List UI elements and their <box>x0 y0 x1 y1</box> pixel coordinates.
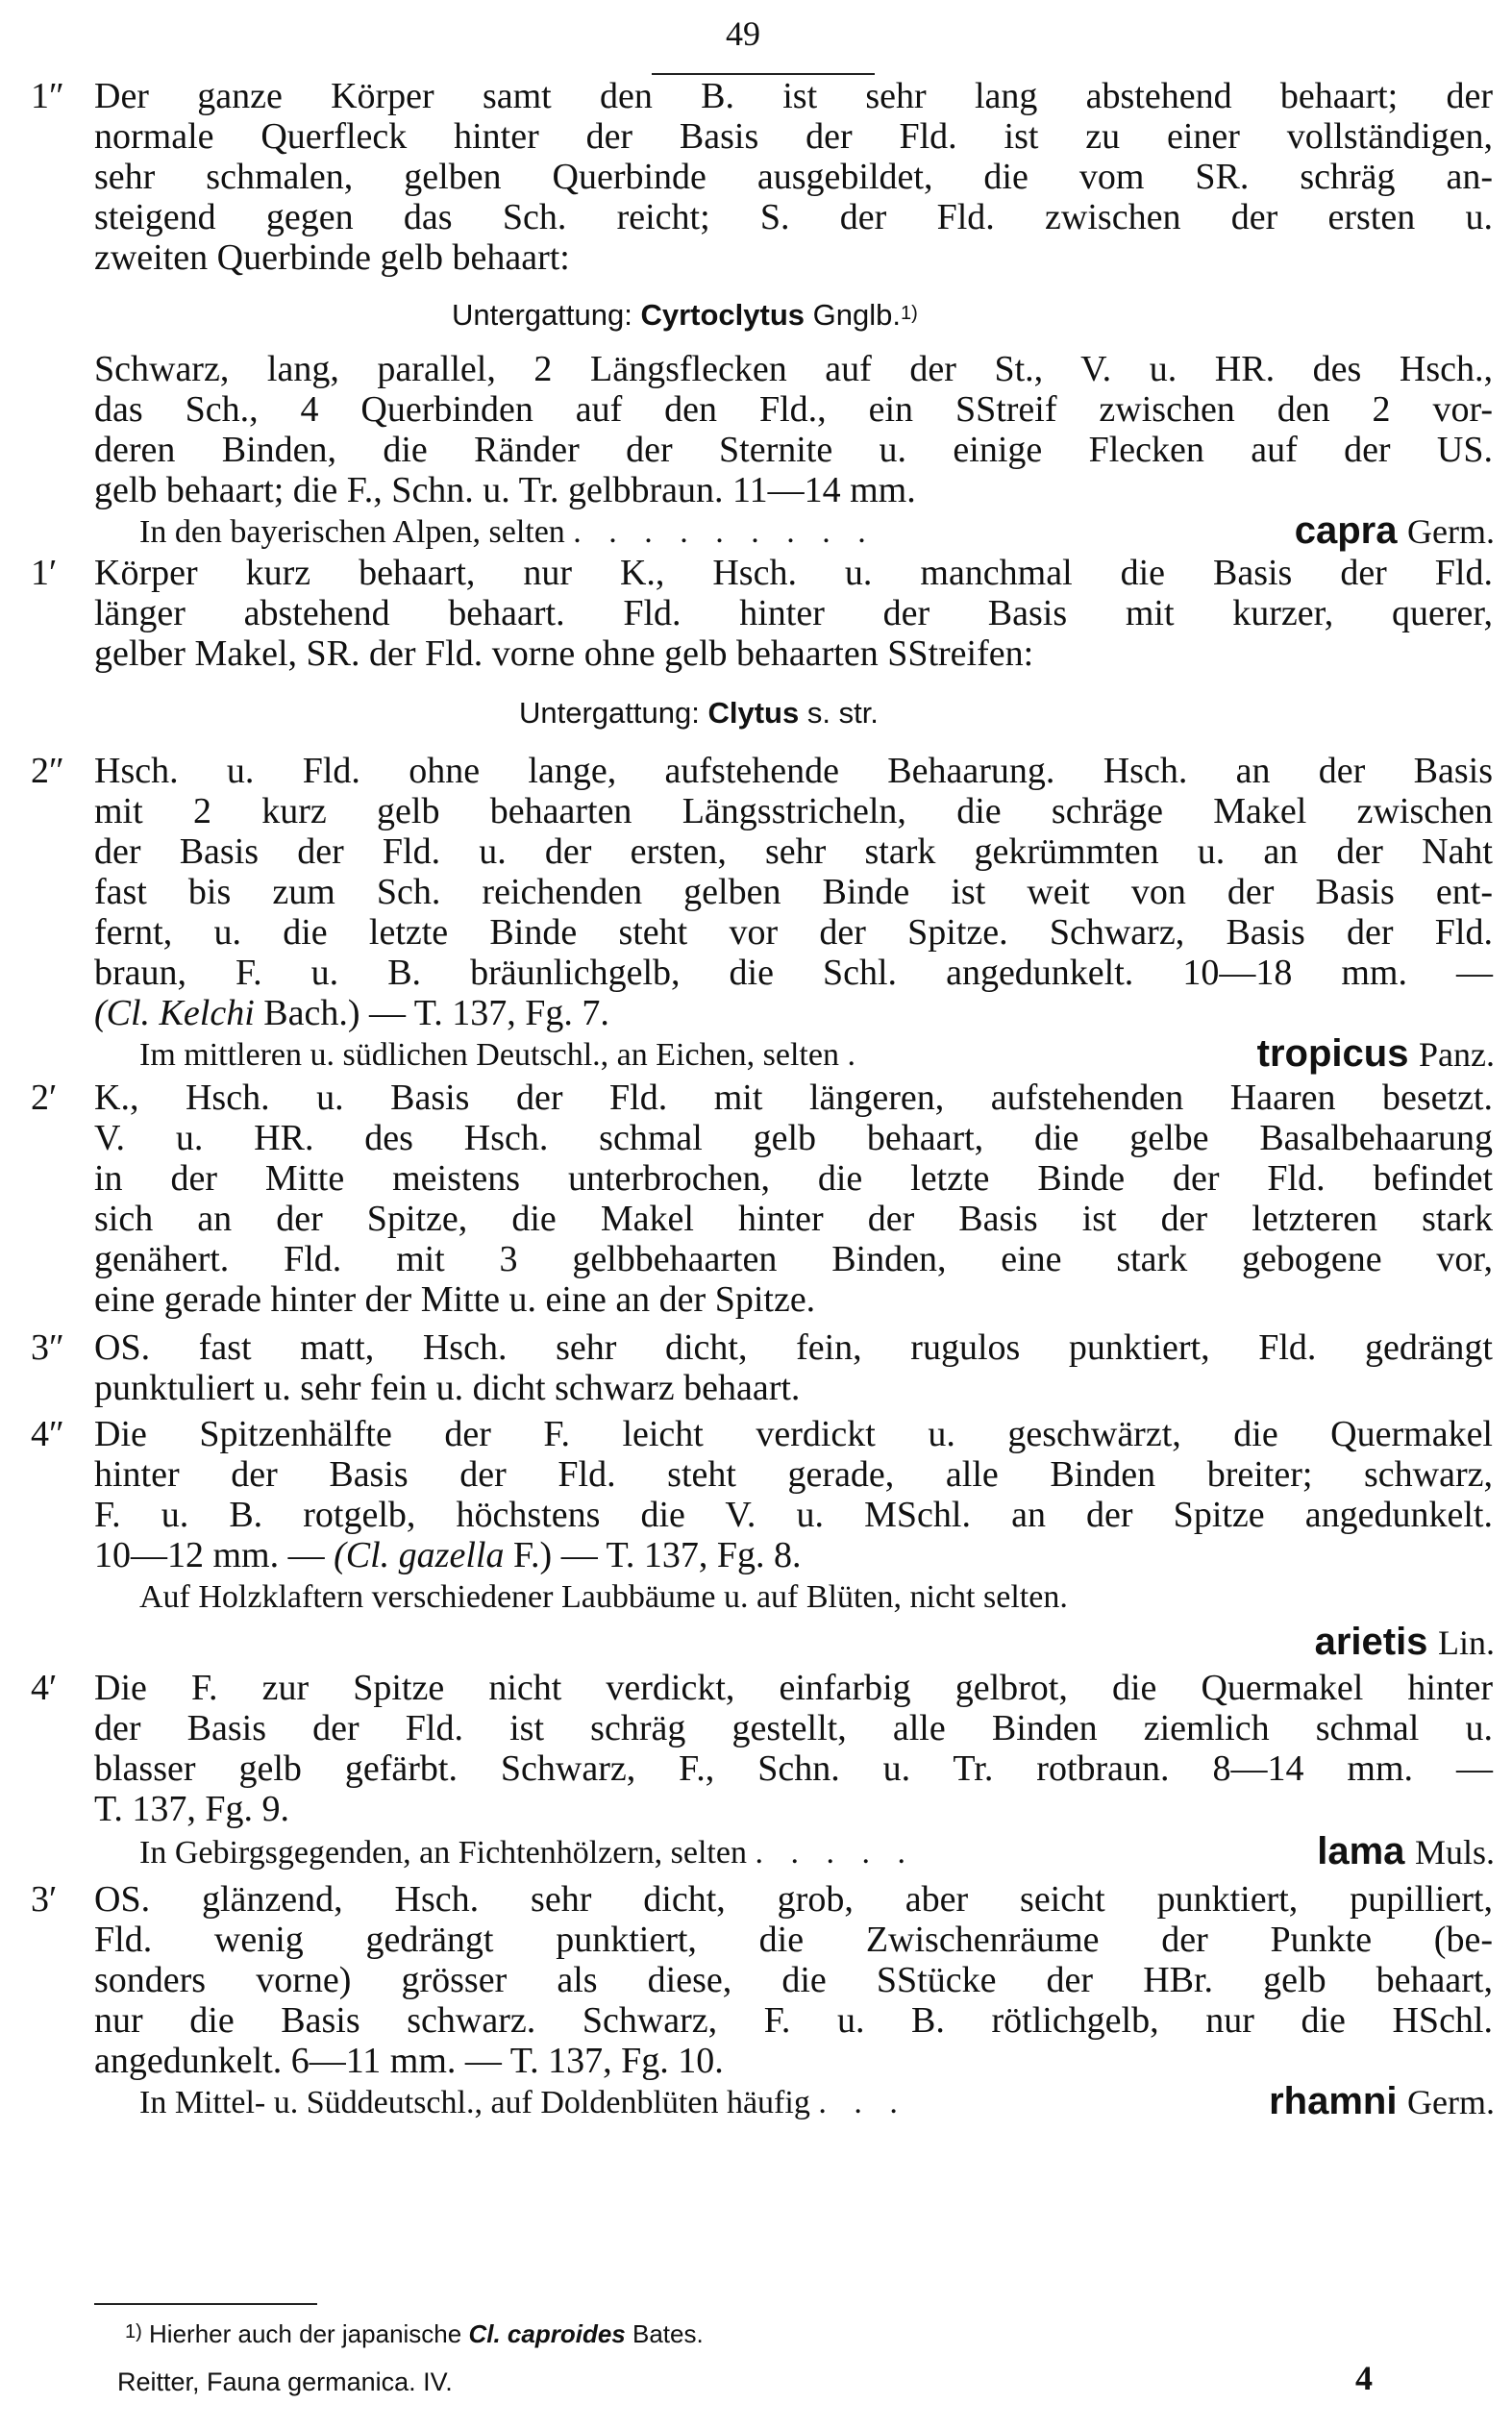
text-line: Die Spitzenhälfte der F. leicht verdickt u. geschwärzt, die Quermakel <box>94 1414 1493 1454</box>
footnote-author: Bates. <box>632 2319 704 2348</box>
habitat-text: In den bayerischen Alpen, selten <box>139 514 565 550</box>
text-line: K., Hsch. u. Basis der Fld. mit längeren, aufstehenden Haaren besetzt. <box>94 1078 1493 1118</box>
text-line: fast bis zum Sch. reichenden gelben Binde ist weit von der Basis ent- <box>94 872 1493 912</box>
couplet-index: 4″ <box>31 1414 64 1454</box>
species-name <box>1295 509 1495 553</box>
habitat-text: In Mittel- u. Süddeutschl., auf Doldenblüten häufig <box>139 2085 810 2120</box>
text-line: Hsch. u. Fld. ohne lange, aufstehende Behaarung. Hsch. an der Basis <box>94 751 1493 791</box>
species-name <box>1315 1621 1495 1664</box>
footnote <box>125 2317 704 2351</box>
text-line: OS. glänzend, Hsch. sehr dicht, grob, aber seicht punktiert, pupilliert, <box>94 1879 1493 1920</box>
subgenus-name: Clytus <box>707 696 800 730</box>
species-author: Panz. <box>1419 1035 1495 1074</box>
habitat-text: Im mittleren u. südlichen Deutschl., an Eichen, selten <box>139 1037 839 1073</box>
habitat-line <box>139 511 1493 554</box>
subgenus-prefix: Untergattung: <box>452 298 632 332</box>
text-line: F. u. B. rotgelb, höchstens die V. u. MSchl. an der Spitze angedunkelt. <box>94 1495 1493 1535</box>
species-name <box>1257 1032 1495 1076</box>
couplet-index: 1′ <box>31 553 58 593</box>
signature-mark: 4 <box>1355 2359 1373 2397</box>
footnote-mark: 1) <box>901 303 918 324</box>
text-line: in der Mitte meistens unterbrochen, die letzte Binde der Fld. befindet <box>94 1158 1493 1199</box>
subgenus-prefix: Untergattung: <box>519 696 700 730</box>
habitat-line <box>139 1832 1493 1874</box>
species-author: Muls. <box>1414 1833 1495 1871</box>
text-line: normale Querfleck hinter der Basis der Fld. ist zu einer vollständigen, <box>94 116 1493 157</box>
species-epithet: capra <box>1294 509 1398 552</box>
footer-signature: Reitter, Fauna germanica. IV. <box>117 2367 453 2396</box>
text-line: genähert. Fld. mit 3 gelbbehaarten Binden, eine stark gebogene vor, <box>94 1239 1493 1279</box>
reference-line <box>94 1534 802 1576</box>
text-line: OS. fast matt, Hsch. sehr dicht, fein, rugulos punktiert, Fld. gedrängt <box>94 1327 1493 1368</box>
footnote-rule <box>94 2303 317 2305</box>
text-line: zweiten Querbinde gelb behaart: <box>94 237 570 278</box>
text-line: braun, F. u. B. bräunlichgelb, die Schl. angedunkelt. 10—18 mm. — <box>94 953 1493 993</box>
couplet-index: 3″ <box>31 1327 64 1368</box>
reference-line <box>94 992 609 1034</box>
size-range: 10—12 mm. — <box>94 1535 325 1575</box>
text-line: Die F. zur Spitze nicht verdickt, einfarbig gelbrot, die Quermakel hinter <box>94 1668 1493 1708</box>
species-author: Lin. <box>1438 1623 1495 1662</box>
couplet-index: 1″ <box>31 76 64 116</box>
leader-dots: . <box>847 1037 865 1073</box>
species-epithet: arietis <box>1314 1621 1428 1663</box>
text-line: sich an der Spitze, die Makel hinter der Basis ist der letzteren stark <box>94 1199 1493 1239</box>
leader-dots: . . . . . . . . . <box>573 514 876 550</box>
synonym: (Cl. gazella <box>334 1535 505 1575</box>
text-line: punktuliert u. sehr fein u. dicht schwarz behaart. <box>94 1368 801 1408</box>
text-line: Schwarz, lang, parallel, 2 Längsflecken auf der St., V. u. HR. des Hsch., <box>94 349 1493 389</box>
text-line: steigend gegen das Sch. reicht; S. der Fld. zwischen der ersten u. <box>94 197 1493 237</box>
couplet-index: 2″ <box>31 751 64 791</box>
text-line: fernt, u. die letzte Binde steht vor der Spitze. Schwarz, Basis der Fld. <box>94 912 1493 953</box>
text-line: sehr schmalen, gelben Querbinde ausgebildet, die vom SR. schräg an- <box>94 157 1493 197</box>
text-line: der Basis der Fld. u. der ersten, sehr stark gekrümmten u. an der Naht <box>94 831 1493 872</box>
text-line: gelb behaart; die F., Schn. u. Tr. gelbbraun. 11—14 mm. <box>94 470 916 510</box>
subgenus-suffix: s. str. <box>806 696 879 730</box>
text-line: mit 2 kurz gelb behaarten Längsstricheln, die schräge Makel zwischen <box>94 791 1493 831</box>
couplet-index: 2′ <box>31 1078 58 1118</box>
subgenus-name: Cyrtoclytus <box>640 298 806 332</box>
text-line: T. 137, Fg. 9. <box>94 1789 290 1829</box>
synonym: (Cl. Kelchi <box>94 993 255 1033</box>
text-line: gelber Makel, SR. der Fld. vorne ohne gelb behaarten SStreifen: <box>94 633 1034 674</box>
text-line: nur die Basis schwarz. Schwarz, F. u. B. rötlichgelb, nur die HSchl. <box>94 2000 1493 2041</box>
species-author: Germ. <box>1407 2083 1495 2121</box>
footnote-mark: 1) <box>125 2321 142 2342</box>
leader-dots: . . . . . <box>755 1835 915 1871</box>
species-name <box>1269 2080 1495 2123</box>
text-line: Der ganze Körper samt den B. ist sehr lang abstehend behaart; der <box>94 76 1493 116</box>
text-line: das Sch., 4 Querbinden auf den Fld., ein SStreif zwischen den 2 vor- <box>94 389 1493 430</box>
couplet-index: 4′ <box>31 1668 58 1708</box>
leader-dots: . . . <box>818 2085 907 2120</box>
species-author: Germ. <box>1407 512 1495 551</box>
text-line: länger abstehend behaart. Fld. hinter der Basis mit kurzer, querer, <box>94 593 1493 633</box>
text-line: blasser gelb gefärbt. Schwarz, F., Schn. u. Tr. rotbraun. 8—14 mm. — <box>94 1748 1493 1789</box>
page-number: 49 <box>726 14 760 53</box>
species-epithet: rhamni <box>1269 2080 1398 2122</box>
species-epithet: lama <box>1317 1830 1405 1872</box>
text-line: Körper kurz behaart, nur K., Hsch. u. manchmal die Basis der Fld. <box>94 553 1493 593</box>
subgenus-author: Gnglb. <box>812 298 901 332</box>
species-epithet: tropicus <box>1256 1032 1409 1075</box>
text-line: deren Binden, die Ränder der Sternite u. einige Flecken auf der US. <box>94 430 1493 470</box>
subgenus-heading <box>519 692 879 734</box>
habitat-line: Auf Holzklaftern verschiedener Laubbäume u. auf Blüten, nicht selten. <box>139 1579 1068 1615</box>
text-line: hinter der Basis der Fld. steht gerade, alle Binden breiter; schwarz, <box>94 1454 1493 1495</box>
habitat-text: In Gebirgsgegenden, an Fichtenhölzern, selten <box>139 1835 747 1871</box>
reference: F.) — T. 137, Fg. 8. <box>512 1535 802 1575</box>
species-name <box>1317 1830 1495 1873</box>
footnote-text: Hierher auch der japanische <box>149 2319 462 2348</box>
text-line: sonders vorne) grösser als diese, die SStücke der HBr. gelb behaart, <box>94 1960 1493 2000</box>
subgenus-heading <box>452 294 918 336</box>
couplet-index: 3′ <box>31 1879 58 1920</box>
footnote-species: Cl. caproides <box>468 2319 626 2348</box>
text-line: angedunkelt. 6—11 mm. — T. 137, Fg. 10. <box>94 2041 724 2081</box>
text-line: V. u. HR. des Hsch. schmal gelb behaart, die gelbe Basalbehaarung <box>94 1118 1493 1158</box>
text-line: eine gerade hinter der Mitte u. eine an der Spitze. <box>94 1279 816 1320</box>
text-line: der Basis der Fld. ist schräg gestellt, alle Binden ziemlich schmal u. <box>94 1708 1493 1748</box>
reference: Bach.) — T. 137, Fg. 7. <box>263 993 609 1033</box>
text-line: Fld. wenig gedrängt punktiert, die Zwischenräume der Punkte (be- <box>94 1920 1493 1960</box>
